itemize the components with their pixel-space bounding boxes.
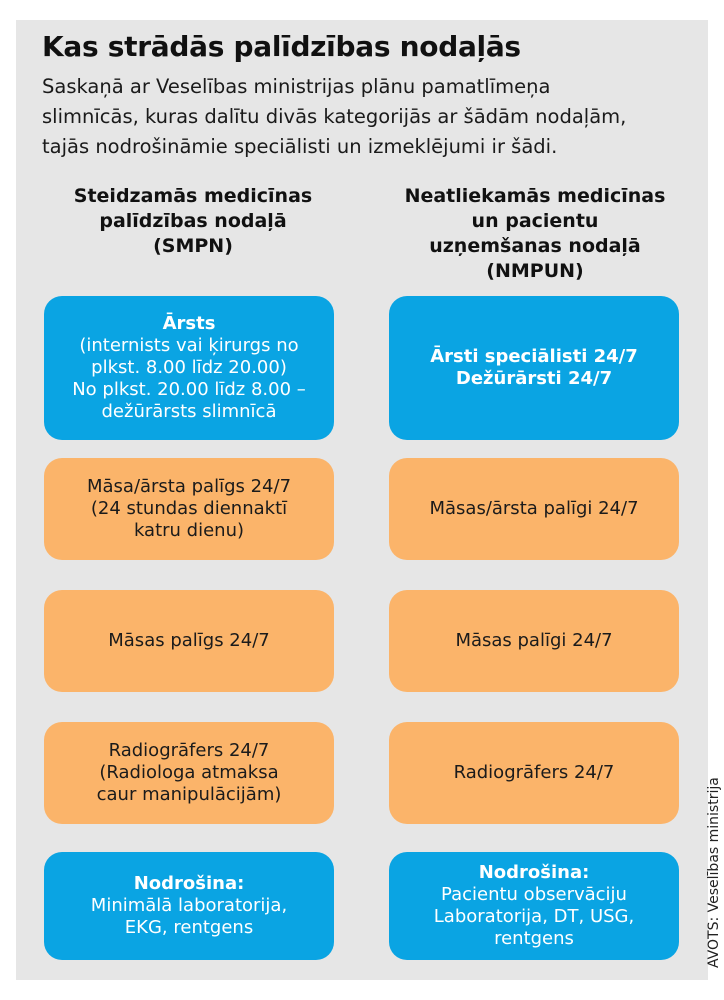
right-box-1: [389, 296, 679, 440]
box-text-line: Laboratorija, DT, USG,: [433, 906, 635, 927]
left-box-5: [44, 852, 334, 960]
box-text-line: No plkst. 20.00 līdz 8.00 –: [72, 379, 306, 400]
box-text-line: caur manipulācijām): [96, 784, 282, 805]
box-text-line: EKG, rentgens: [124, 917, 254, 938]
box-text-line: rentgens: [494, 928, 574, 949]
intro-line: slimnīcās, kuras dalītu divās kategorijās ar šādām nodaļām,: [42, 105, 627, 128]
left-box-4: [44, 722, 334, 824]
box-text-line: Māsas/ārsta palīgi 24/7: [429, 498, 639, 519]
intro-line: Saskaņā ar Veselības ministrijas plānu pamatlīmeņa: [42, 75, 551, 98]
left-column-header: [43, 184, 343, 259]
box-text-line: Minimālā laboratorija,: [90, 895, 288, 916]
header-line: (NMPUN): [486, 260, 584, 282]
box-text-line: Dežūrārsti 24/7: [455, 368, 613, 389]
header-line: Neatliekamās medicīnas: [404, 185, 666, 207]
box-text-line: Pacientu observāciju: [441, 884, 627, 905]
header-line: Steidzamās medicīnas: [73, 185, 313, 207]
box-text-line: dežūrārsts slimnīcā: [101, 401, 277, 422]
box-text-line: Nodrošina:: [478, 862, 590, 883]
box-text-line: Māsas palīgi 24/7: [455, 630, 613, 651]
intro-text: [42, 72, 682, 162]
source-credit: AVOTS: Veselības ministrija: [706, 777, 722, 968]
box-text-line: (Radiologa atmaksa: [99, 762, 279, 783]
box-text-line: (24 stundas diennaktī: [90, 498, 288, 519]
left-box-2: [44, 458, 334, 560]
box-text-line: Radiogrāfers 24/7: [108, 740, 270, 761]
right-box-4: [389, 722, 679, 824]
header-line: palīdzības nodaļā: [99, 210, 287, 232]
box-text-line: (internists vai ķirurgs no: [79, 335, 299, 356]
box-text-line: Māsa/ārsta palīgs 24/7: [86, 476, 292, 497]
box-text-line: Ārsts: [162, 313, 216, 334]
box-text-line: Nodrošina:: [133, 873, 245, 894]
header-line: uzņemšanas nodaļā: [429, 235, 641, 257]
box-text-line: Radiogrāfers 24/7: [453, 762, 615, 783]
header-line: un pacientu: [471, 210, 599, 232]
infographic-title: Kas strādās palīdzības nodaļās: [42, 30, 521, 63]
intro-line: tajās nodrošināmie speciālisti un izmeklējumi ir šādi.: [42, 135, 558, 158]
right-box-3: [389, 590, 679, 692]
left-box-3: [44, 590, 334, 692]
right-box-5: [389, 852, 679, 960]
right-box-2: [389, 458, 679, 560]
header-line: (SMPN): [153, 235, 233, 257]
box-text-line: plkst. 8.00 līdz 20.00): [91, 357, 287, 378]
box-text-line: Ārsti speciālisti 24/7: [430, 346, 638, 367]
box-text-line: Māsas palīgs 24/7: [108, 630, 270, 651]
right-column-header: [385, 184, 685, 284]
box-text-line: katru dienu): [133, 520, 245, 541]
left-box-1: [44, 296, 334, 440]
